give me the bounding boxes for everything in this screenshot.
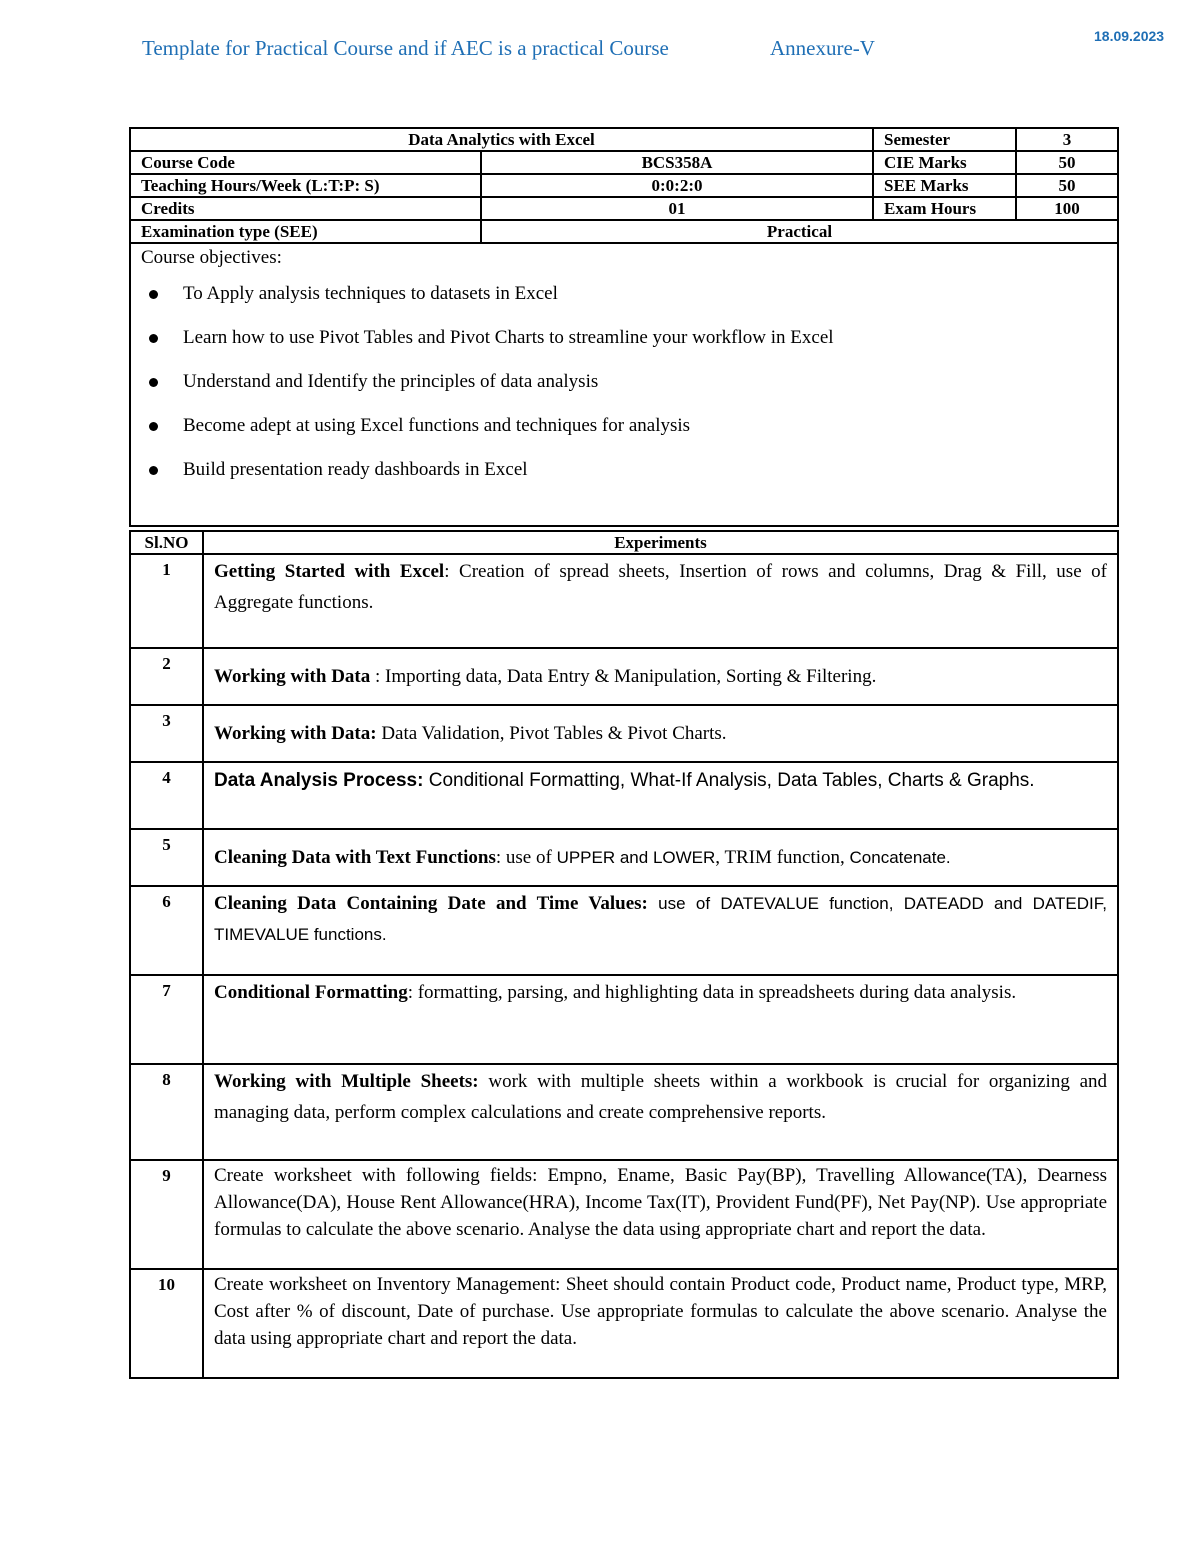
see-marks-label: SEE Marks: [873, 174, 1016, 197]
semester-label: Semester: [873, 128, 1016, 151]
objectives-list: [141, 282, 1107, 482]
objectives-title: Course objectives:: [141, 247, 282, 268]
experiment-description: Working with Data : Importing data, Data Entry & Manipulation, Sorting & Filtering.: [203, 648, 1118, 705]
experiment-number: 1: [130, 554, 203, 648]
see-marks-value: 50: [1016, 174, 1118, 197]
exam-type-label: Examination type (SEE): [130, 220, 481, 243]
experiment-number: 2: [130, 648, 203, 705]
experiment-number: 4: [130, 762, 203, 829]
experiment-description: Create worksheet with following fields: Empno, Ename, Basic Pay(BP), Travelling Allowance(TA), Dearness Allowance(DA), House Rent Allowance(HRA), Income Tax(IT), Provident Fund(PF), Net Pay(NP). Use appropriate formulas to calculate the above scenario. Analyse the data using appropriate chart and report the data.: [203, 1160, 1118, 1269]
document-date: 18.09.2023: [1094, 28, 1165, 44]
course-objectives: [130, 243, 1118, 526]
experiment-number: 7: [130, 975, 203, 1064]
experiment-number: 6: [130, 886, 203, 975]
credits-value: 01: [481, 197, 873, 220]
experiment-number: 10: [130, 1269, 203, 1378]
exam-hours-label: Exam Hours: [873, 197, 1016, 220]
course-code-value: BCS358A: [481, 151, 873, 174]
experiment-description: Cleaning Data Containing Date and Time Values: use of DATEVALUE function, DATEADD and DATEDIF, TIMEVALUE functions.: [203, 886, 1118, 975]
teaching-hours-value: 0:0:2:0: [481, 174, 873, 197]
teaching-hours-label: Teaching Hours/Week (L:T:P: S): [130, 174, 481, 197]
experiment-description: Getting Started with Excel: Creation of spread sheets, Insertion of rows and columns, Drag & Fill, use of Aggregate functions.: [203, 554, 1118, 648]
objective-item: To Apply analysis techniques to datasets in Excel: [183, 282, 1107, 306]
objective-item: Build presentation ready dashboards in Excel: [183, 458, 1107, 482]
experiment-description: Conditional Formatting: formatting, parsing, and highlighting data in spreadsheets during data analysis.: [203, 975, 1118, 1064]
experiment-number: 3: [130, 705, 203, 762]
course-info-table: [129, 127, 1119, 527]
experiment-description: Data Analysis Process: Conditional Formatting, What-If Analysis, Data Tables, Charts & Graphs.: [203, 762, 1118, 829]
slno-header: Sl.NO: [130, 531, 203, 554]
experiment-description: Cleaning Data with Text Functions: use of UPPER and LOWER, TRIM function, Concatenate.: [203, 829, 1118, 886]
bullet-icon: [149, 422, 158, 431]
annexure-label: Annexure-V: [770, 36, 875, 60]
objective-item: Learn how to use Pivot Tables and Pivot Charts to streamline your workflow in Excel: [183, 326, 1107, 350]
cie-marks-value: 50: [1016, 151, 1118, 174]
experiments-header: Experiments: [203, 531, 1118, 554]
experiments-table: [129, 530, 1119, 1379]
exam-hours-value: 100: [1016, 197, 1118, 220]
exam-type-value: Practical: [481, 220, 1118, 243]
experiment-description: Working with Data: Data Validation, Pivot Tables & Pivot Charts.: [203, 705, 1118, 762]
experiment-description: Create worksheet on Inventory Management: Sheet should contain Product code, Product name, Product type, MRP, Cost after % of discount, Date of purchase. Use appropriate formulas to calculate the above scenario. Analyse the data using appropriate chart and report the data.: [203, 1269, 1118, 1378]
cie-marks-label: CIE Marks: [873, 151, 1016, 174]
bullet-icon: [149, 290, 158, 299]
template-title: Template for Practical Course and if AEC is a practical Course: [142, 36, 669, 60]
credits-label: Credits: [130, 197, 481, 220]
bullet-icon: [149, 334, 158, 343]
objective-item: Understand and Identify the principles of data analysis: [183, 370, 1107, 394]
semester-value: 3: [1016, 128, 1118, 151]
course-code-label: Course Code: [130, 151, 481, 174]
course-name: Data Analytics with Excel: [130, 128, 873, 151]
experiment-number: 8: [130, 1064, 203, 1160]
experiment-number: 9: [130, 1160, 203, 1269]
bullet-icon: [149, 378, 158, 387]
experiment-number: 5: [130, 829, 203, 886]
bullet-icon: [149, 466, 158, 475]
experiment-description: Working with Multiple Sheets: work with multiple sheets within a workbook is crucial for organizing and managing data, perform complex calculations and create comprehensive reports.: [203, 1064, 1118, 1160]
objective-item: Become adept at using Excel functions and techniques for analysis: [183, 414, 1107, 438]
